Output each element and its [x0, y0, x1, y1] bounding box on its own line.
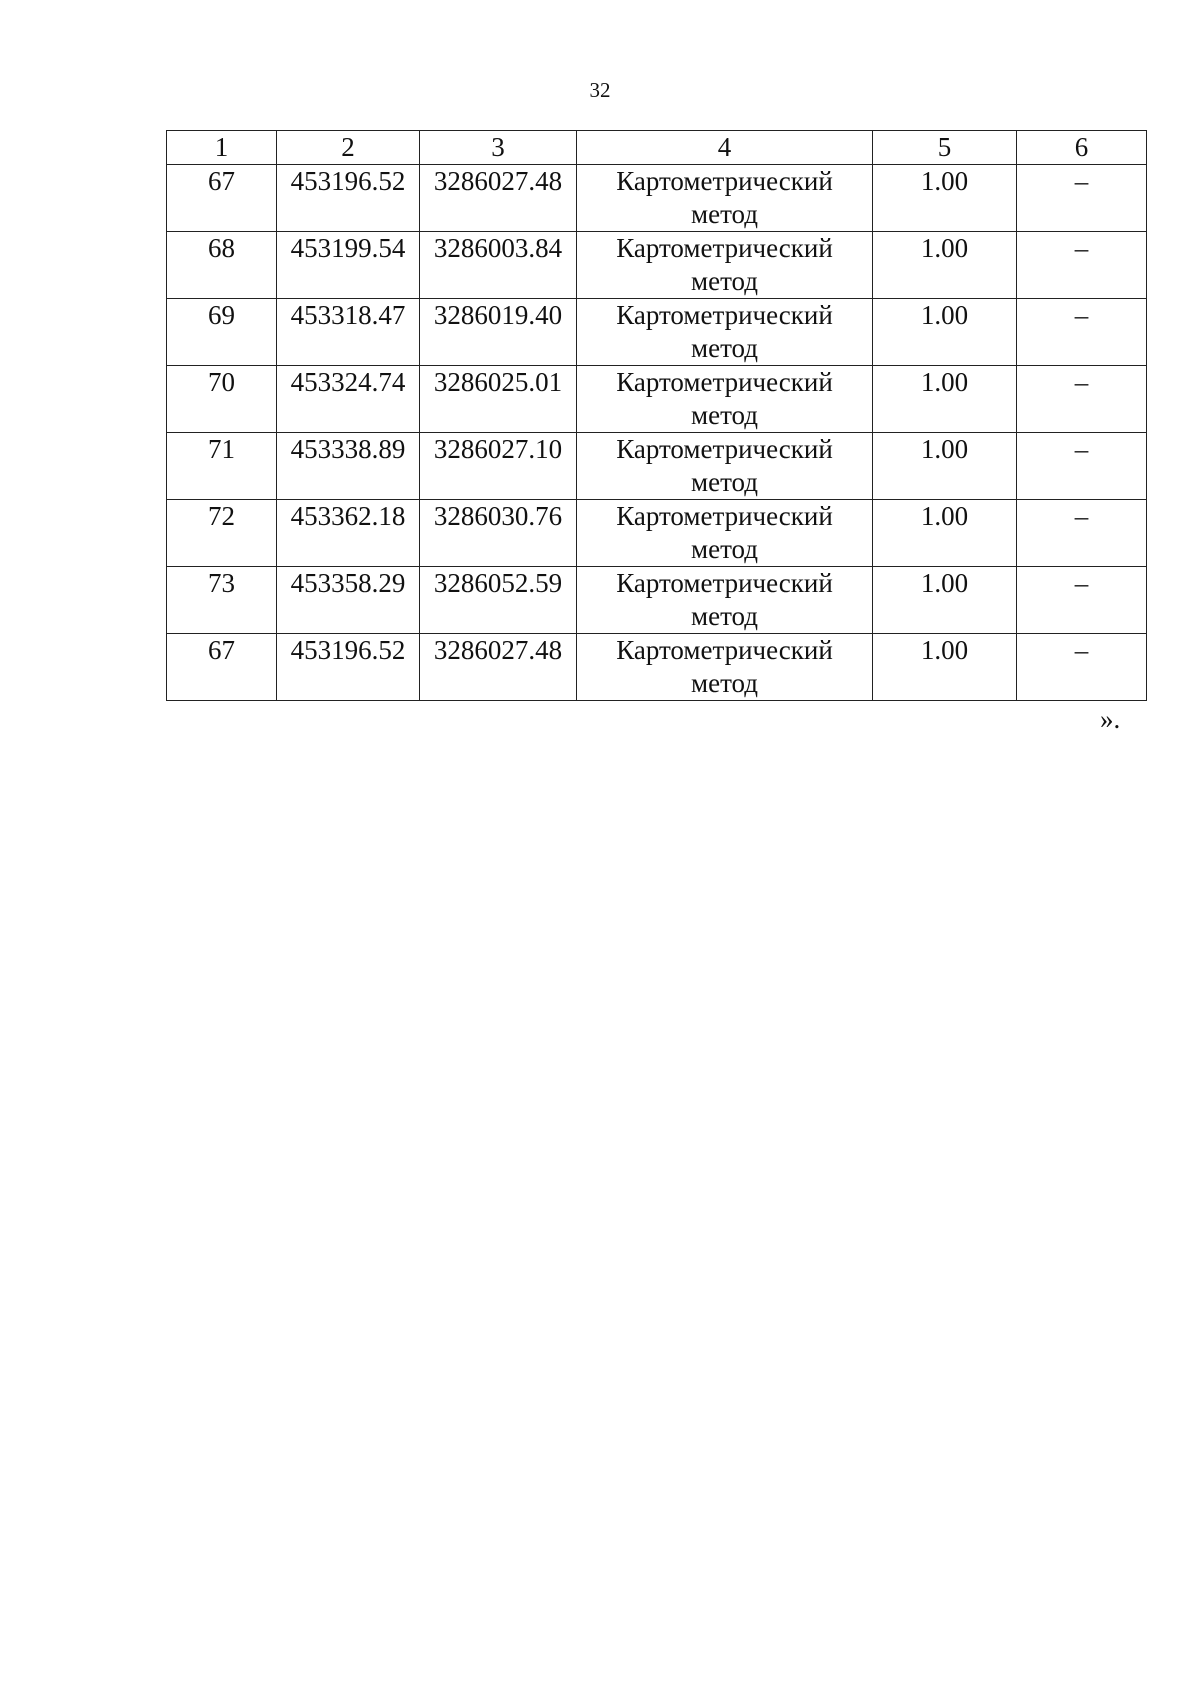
method-line-2: метод	[691, 534, 758, 564]
method-line-1: Картометрический	[616, 501, 833, 531]
method-cell	[577, 500, 873, 567]
column-header-6: 6	[1017, 131, 1147, 165]
method-cell	[577, 634, 873, 701]
method-cell	[577, 366, 873, 433]
method-line-1: Картометрический	[616, 367, 833, 397]
method-cell	[577, 433, 873, 500]
accuracy-cell: 1.00	[873, 366, 1017, 433]
note-cell: –	[1017, 567, 1147, 634]
column-header-1: 1	[167, 131, 277, 165]
y-coordinate-cell: 3286025.01	[420, 366, 577, 433]
y-coordinate-cell: 3286027.48	[420, 165, 577, 232]
method-line-1: Картометрический	[616, 166, 833, 196]
accuracy-cell: 1.00	[873, 433, 1017, 500]
column-header-2: 2	[277, 131, 420, 165]
y-coordinate-cell: 3286027.10	[420, 433, 577, 500]
x-coordinate-cell: 453318.47	[277, 299, 420, 366]
method-line-1: Картометрический	[616, 300, 833, 330]
column-header-5: 5	[873, 131, 1017, 165]
note-cell: –	[1017, 500, 1147, 567]
accuracy-cell: 1.00	[873, 299, 1017, 366]
table-header-row	[167, 131, 1147, 165]
note-cell: –	[1017, 165, 1147, 232]
method-line-2: метод	[691, 266, 758, 296]
accuracy-cell: 1.00	[873, 634, 1017, 701]
method-line-1: Картометрический	[616, 233, 833, 263]
method-line-2: метод	[691, 467, 758, 497]
point-number-cell: 67	[167, 634, 277, 701]
table-row	[167, 299, 1147, 366]
point-number-cell: 68	[167, 232, 277, 299]
x-coordinate-cell: 453196.52	[277, 165, 420, 232]
method-cell	[577, 232, 873, 299]
column-header-4: 4	[577, 131, 873, 165]
y-coordinate-cell: 3286003.84	[420, 232, 577, 299]
table-row	[167, 634, 1147, 701]
page-number: 32	[589, 78, 611, 102]
note-cell: –	[1017, 232, 1147, 299]
accuracy-cell: 1.00	[873, 165, 1017, 232]
point-number-cell: 70	[167, 366, 277, 433]
method-line-1: Картометрический	[616, 568, 833, 598]
y-coordinate-cell: 3286052.59	[420, 567, 577, 634]
point-number-cell: 67	[167, 165, 277, 232]
x-coordinate-cell: 453324.74	[277, 366, 420, 433]
y-coordinate-cell: 3286019.40	[420, 299, 577, 366]
point-number-cell: 73	[167, 567, 277, 634]
method-line-2: метод	[691, 668, 758, 698]
method-cell	[577, 567, 873, 634]
point-number-cell: 72	[167, 500, 277, 567]
x-coordinate-cell: 453338.89	[277, 433, 420, 500]
method-line-1: Картометрический	[616, 434, 833, 464]
method-line-2: метод	[691, 333, 758, 363]
column-header-3: 3	[420, 131, 577, 165]
method-line-1: Картометрический	[616, 635, 833, 665]
table-row	[167, 433, 1147, 500]
method-line-2: метод	[691, 400, 758, 430]
note-cell: –	[1017, 299, 1147, 366]
note-cell: –	[1017, 433, 1147, 500]
table-row	[167, 567, 1147, 634]
note-cell: –	[1017, 634, 1147, 701]
table-row	[167, 232, 1147, 299]
coordinates-table	[166, 130, 1147, 701]
x-coordinate-cell: 453362.18	[277, 500, 420, 567]
method-cell	[577, 165, 873, 232]
method-line-2: метод	[691, 601, 758, 631]
closing-quote-mark: ».	[1100, 704, 1121, 734]
note-cell: –	[1017, 366, 1147, 433]
point-number-cell: 71	[167, 433, 277, 500]
point-number-cell: 69	[167, 299, 277, 366]
x-coordinate-cell: 453196.52	[277, 634, 420, 701]
x-coordinate-cell: 453358.29	[277, 567, 420, 634]
accuracy-cell: 1.00	[873, 232, 1017, 299]
table-row	[167, 165, 1147, 232]
table-row	[167, 500, 1147, 567]
accuracy-cell: 1.00	[873, 567, 1017, 634]
method-cell	[577, 299, 873, 366]
table-row	[167, 366, 1147, 433]
y-coordinate-cell: 3286027.48	[420, 634, 577, 701]
accuracy-cell: 1.00	[873, 500, 1017, 567]
x-coordinate-cell: 453199.54	[277, 232, 420, 299]
method-line-2: метод	[691, 199, 758, 229]
y-coordinate-cell: 3286030.76	[420, 500, 577, 567]
